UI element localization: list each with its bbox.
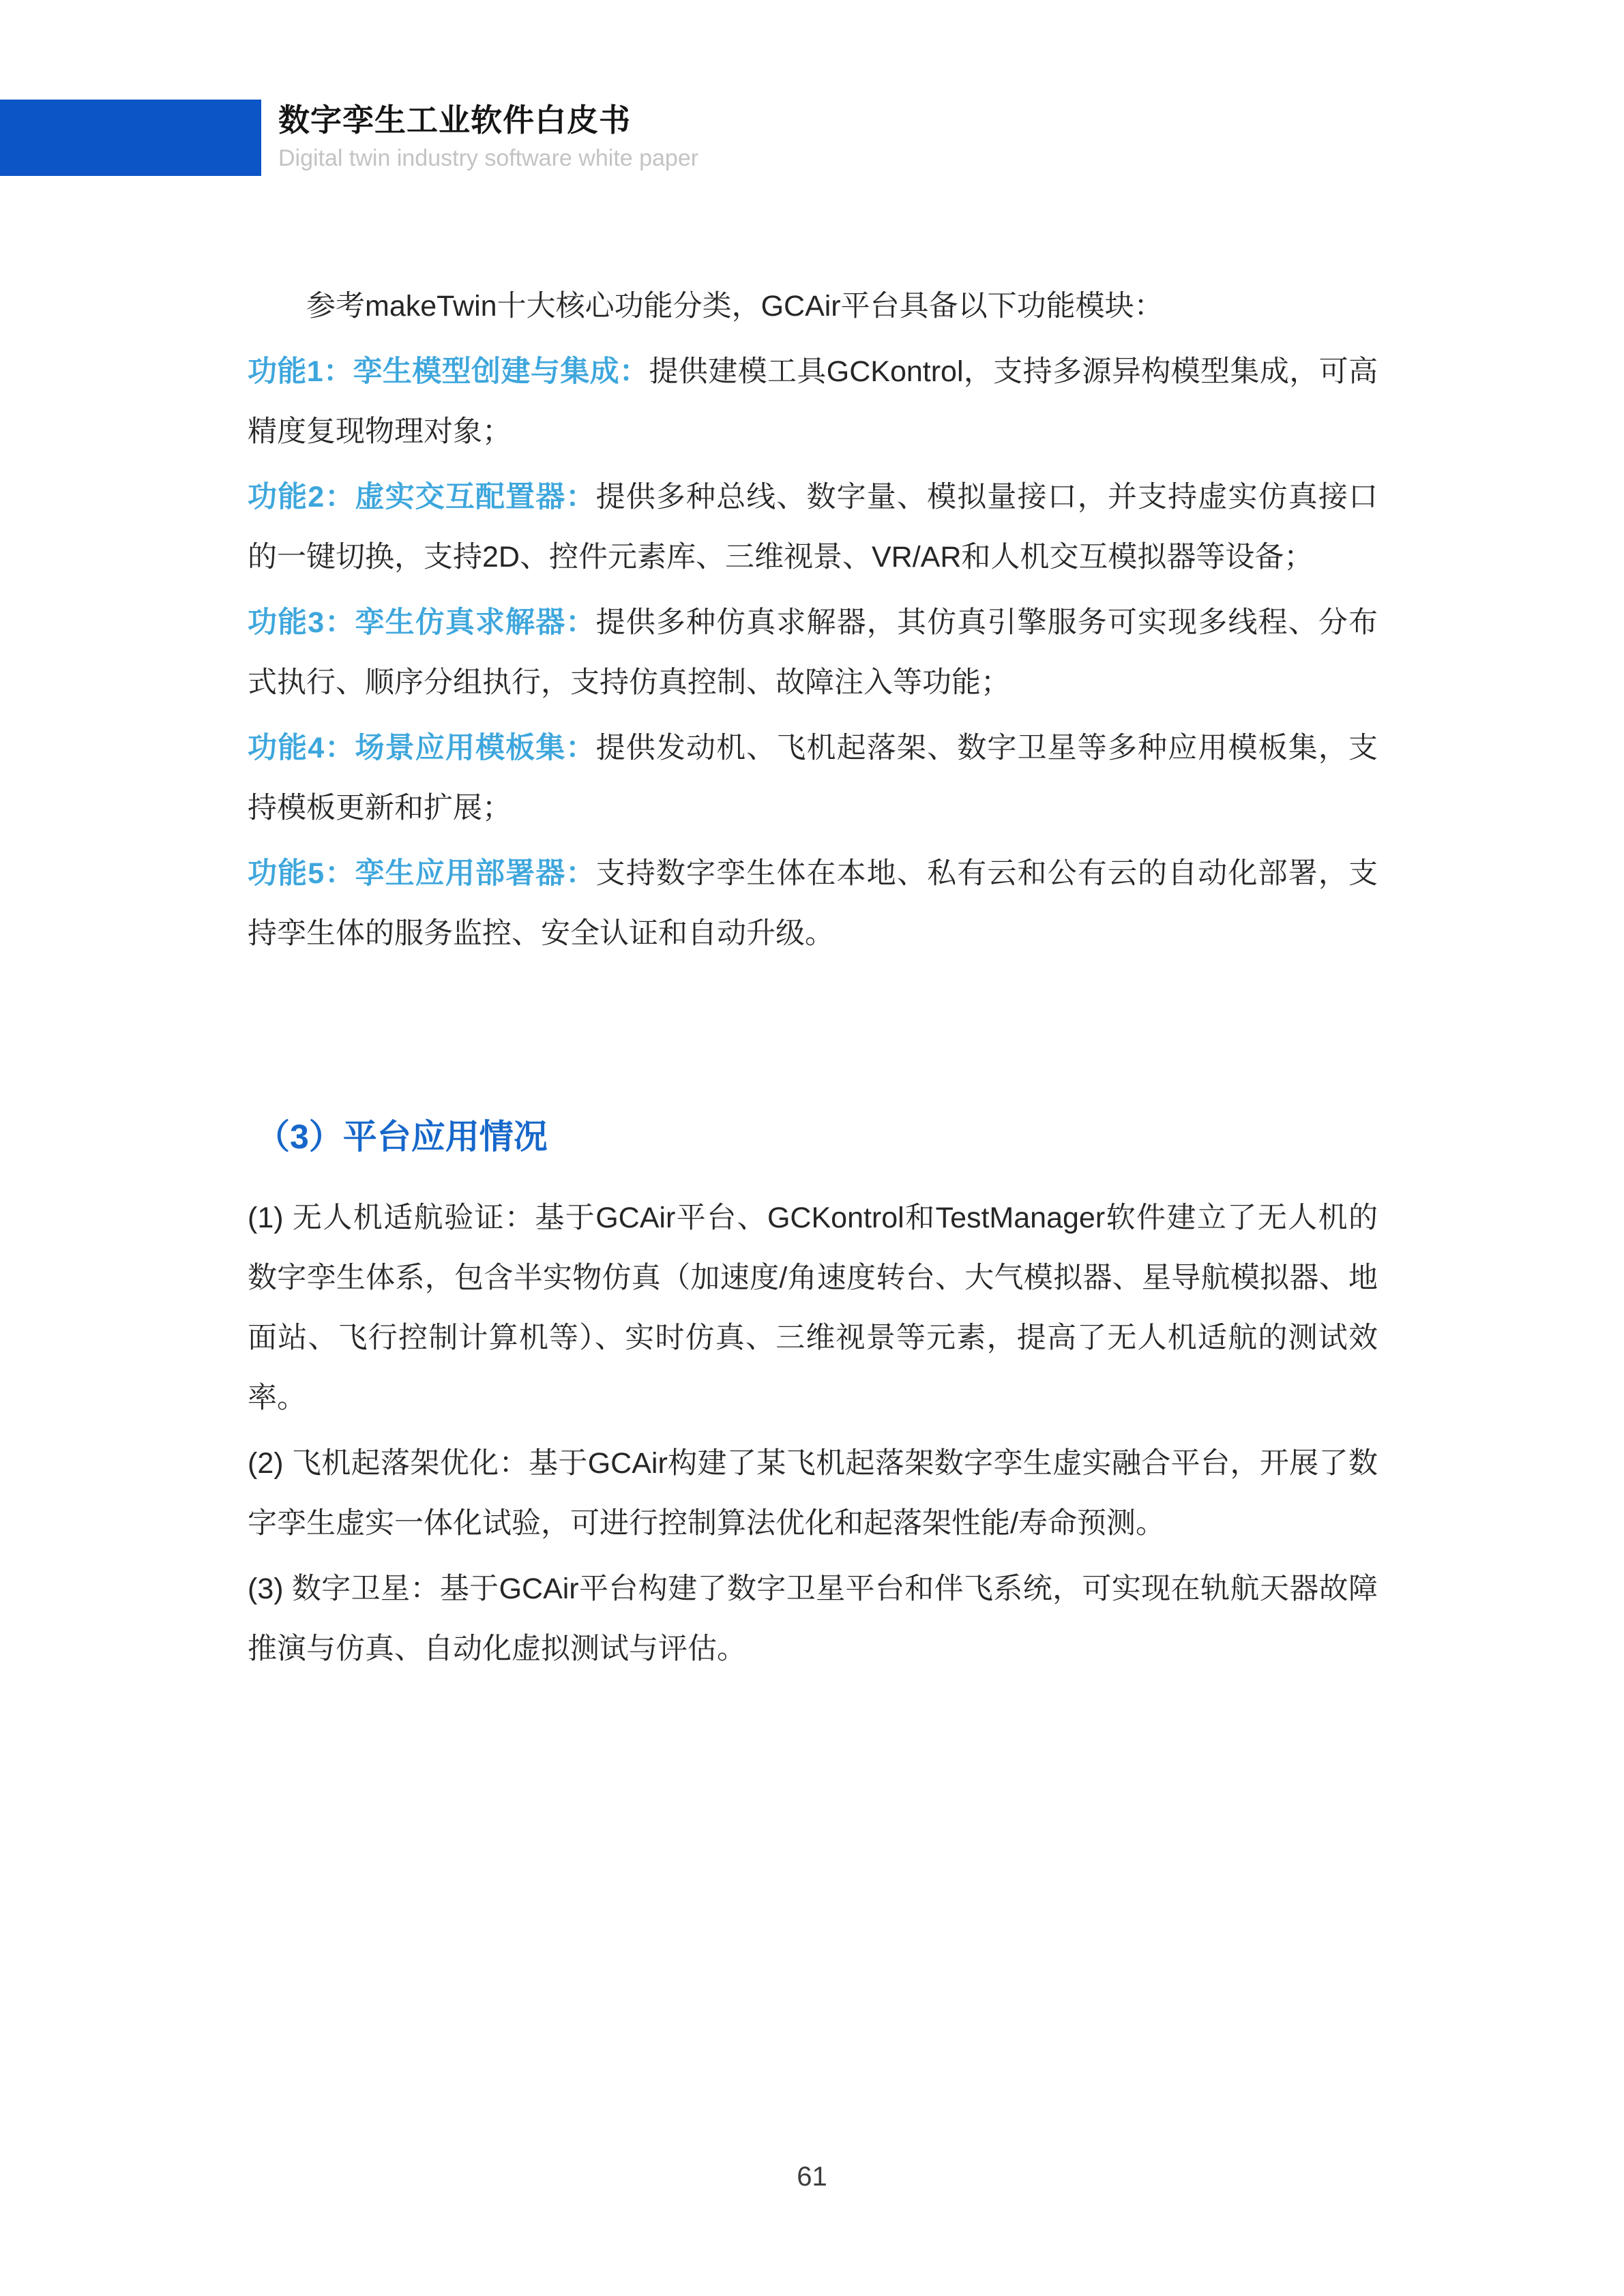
feature-3-text: 提供多种仿真求解器，其仿真引擎服务可实现多线程、分布式执行、顺序分组执行，支持仿真控制、故障注入等功能；	[248, 606, 1378, 699]
feature-1-text: 提供建模工具GCKontrol，支持多源异构模型集成，可高精度复现物理对象；	[248, 355, 1378, 448]
feature-paragraph-5	[248, 844, 1378, 964]
feature-paragraph-4	[248, 718, 1378, 838]
application-paragraph-3: (3) 数字卫星：基于GCAir平台构建了数字卫星平台和伴飞系统，可实现在轨航天器故障推演与仿真、自动化虚拟测试与评估。	[248, 1572, 1378, 1665]
feature-2-label: 功能2：虚实交互配置器：	[248, 481, 596, 513]
feature-1-label: 功能1：孪生模型创建与集成：	[248, 355, 649, 388]
document-title: 数字孪生工业软件白皮书	[278, 102, 631, 138]
feature-2-text: 提供多种总线、数字量、模拟量接口，并支持虚实仿真接口的一键切换，支持2D、控件元素库、三维视景、VR/AR和人机交互模拟器等设备；	[248, 481, 1378, 573]
application-paragraph-1: (1) 无人机适航验证：基于GCAir平台、GCKontrol和TestManager软件建立了无人机的数字孪生体系，包含半实物仿真（加速度/角速度转台、大气模拟器、星导航模拟器、地面站、飞行控制计算机等）、实时仿真、三维视景等元素，提高了无人机适航的测试效率。	[248, 1202, 1378, 1414]
feature-paragraph-1	[248, 342, 1378, 462]
feature-4-label: 功能4：场景应用模板集：	[248, 732, 596, 764]
feature-4-text: 提供发动机、飞机起落架、数字卫星等多种应用模板集，支持模板更新和扩展；	[248, 732, 1378, 824]
section-heading: （3）平台应用情况	[256, 1118, 548, 1156]
page-body	[248, 276, 1378, 1684]
feature-5-label: 功能5：孪生应用部署器：	[248, 857, 596, 890]
feature-3-label: 功能3：孪生仿真求解器：	[248, 606, 596, 639]
document-subtitle: Digital twin industry software white paper	[278, 145, 699, 171]
header-accent-bar	[0, 100, 261, 176]
intro-paragraph: 参考makeTwin十大核心功能分类，GCAir平台具备以下功能模块：	[306, 290, 1164, 323]
application-paragraph-2: (2) 飞机起落架优化：基于GCAir构建了某飞机起落架数字孪生虚实融合平台，开展了数字孪生虚实一体化试验，可进行控制算法优化和起落架性能/寿命预测。	[248, 1447, 1378, 1540]
feature-5-text: 支持数字孪生体在本地、私有云和公有云的自动化部署，支持孪生体的服务监控、安全认证和自动升级。	[248, 857, 1378, 950]
feature-paragraph-3	[248, 593, 1378, 713]
feature-paragraph-2	[248, 467, 1378, 587]
page-number: 61	[797, 2162, 827, 2192]
header-text-block	[278, 101, 698, 171]
